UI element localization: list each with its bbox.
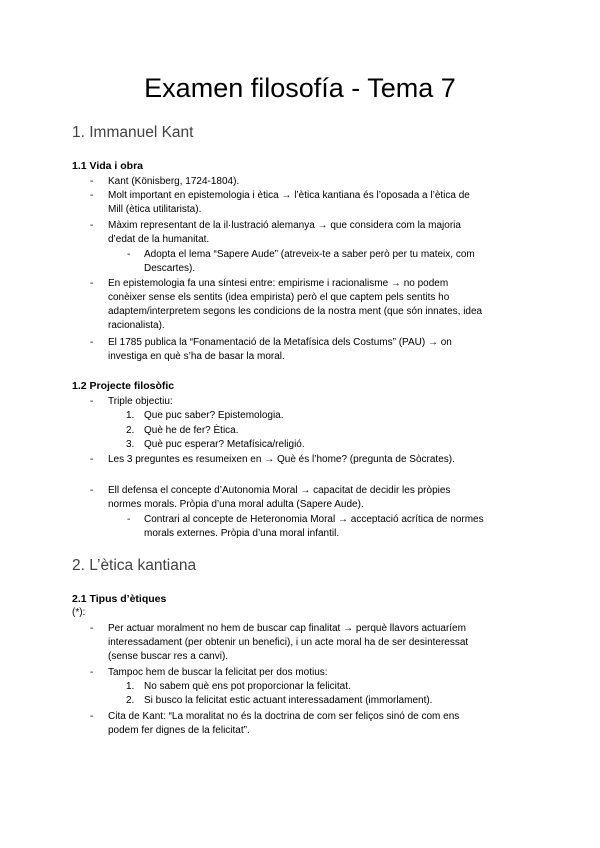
list-item-line: Mill (ètica utilitarista). (108, 204, 202, 215)
list-item-line: Cita de Kant: “La moralitat no és la doctrina de com ser feliços sinó de com ens (108, 711, 460, 722)
list-item-line: d’edat de la humanitat. (108, 234, 210, 245)
list-item-line: interessadament (per obtenir un benefici), i un acte moral ha de ser desinteressat (108, 637, 469, 648)
bullet-dash: - (90, 711, 94, 722)
document-title: Examen filosofía - Tema 7 (144, 73, 456, 103)
sub-item-line: Adopta el lema “Sapere Aude” (atreveix-te a saber però per tu mateix, com (144, 249, 475, 260)
list-item-line: Kant (Könisberg, 1724-1804). (108, 176, 240, 187)
number-marker: 2. (126, 695, 135, 706)
section-heading-etica: 2. L’ètica kantiana (72, 557, 197, 574)
list-item-line: Les 3 preguntes es resumeixen en → Què és l’home? (pregunta de Sòcrates). (108, 454, 455, 465)
number-marker: 3. (126, 439, 135, 450)
list-item-line: racionalista). (108, 320, 165, 331)
list-item-line: adaptem/interpretem segons les condicions de la nostra ment (que són innates, idea (108, 306, 483, 317)
list-item-line: (sense buscar res a canvi). (108, 651, 229, 662)
number-marker: 1. (126, 681, 135, 692)
bullet-dash: - (90, 667, 94, 678)
subsection-heading-vida-obra: 1.1 Vida i obra (72, 160, 144, 172)
note-marker: (*): (72, 607, 86, 618)
list-item-line: El 1785 publica la “Fonamentació de la Metafísica dels Costums” (PAU) → on (108, 337, 452, 348)
number-marker: 2. (126, 425, 135, 436)
list-item-line: En epistemologia fa una síntesi entre: empirisme i racionalisme → no podem (108, 278, 449, 289)
numbered-item: Que puc saber? Epistemologia. (144, 410, 284, 421)
subsection-heading-tipus: 2.1 Tipus d’ètiques (72, 593, 167, 605)
section-heading-kant: 1. Immanuel Kant (72, 124, 194, 141)
numbered-item: Si busco la felicitat estic actuant interessadament (immorlament). (144, 695, 433, 706)
bullet-dash: - (90, 454, 94, 465)
sub-item-line: Contrari al concepte de Heteronomia Moral → acceptació acrítica de normes (144, 514, 484, 525)
numbered-item: Què he de fer? Ètica. (144, 425, 239, 436)
sub-item-line: morals externes. Pròpia d’una moral infantil. (144, 528, 340, 539)
list-item-line: Molt important en epistemologia i ètica → l’ètica kantiana és l’oposada a l’ètica de (108, 190, 470, 201)
list-item-line: conèixer sense els sentits (idea empirista) però el que captem pels sentits ho (108, 292, 450, 303)
bullet-dash: - (90, 278, 94, 289)
list-item-line: investiga en què s’ha de basar la moral. (108, 351, 285, 362)
bullet-dash: - (90, 396, 94, 407)
bullet-dash: - (90, 337, 94, 348)
bullet-dash: - (90, 190, 94, 201)
numbered-item: No sabem què ens pot proporcionar la felicitat. (144, 681, 351, 692)
bullet-dash: - (127, 249, 131, 260)
bullet-dash: - (90, 623, 94, 634)
list-item-line: Tampoc hem de buscar la felicitat per dos motius: (108, 667, 328, 678)
list-item-line: Per actuar moralment no hem de buscar cap finalitat → perquè llavors actuaríem (108, 623, 466, 634)
sub-item-line: Descartes). (144, 263, 196, 274)
subsection-heading-projecte: 1.2 Projecte filosòfic (72, 380, 175, 392)
bullet-dash: - (127, 514, 131, 525)
bullet-dash: - (90, 220, 94, 231)
numbered-item: Què puc esperar? Metafísica/religió. (144, 439, 305, 450)
list-item-line: Màxim representant de la il·lustració alemanya → que considera com la majoria (108, 220, 461, 231)
list-item-line: normes morals. Pròpia d’una moral adulta (Sapere Aude). (108, 499, 364, 510)
list-item-line: Triple objectiu: (108, 396, 173, 407)
bullet-dash: - (90, 485, 94, 496)
number-marker: 1. (126, 410, 135, 421)
list-item-line: Ell defensa el concepte d’Autonomia Moral → capacitat de decidir les pròpies (108, 485, 451, 496)
bullet-dash: - (90, 176, 94, 187)
list-item-line: podem fer dignes de la felicitat”. (108, 725, 250, 736)
